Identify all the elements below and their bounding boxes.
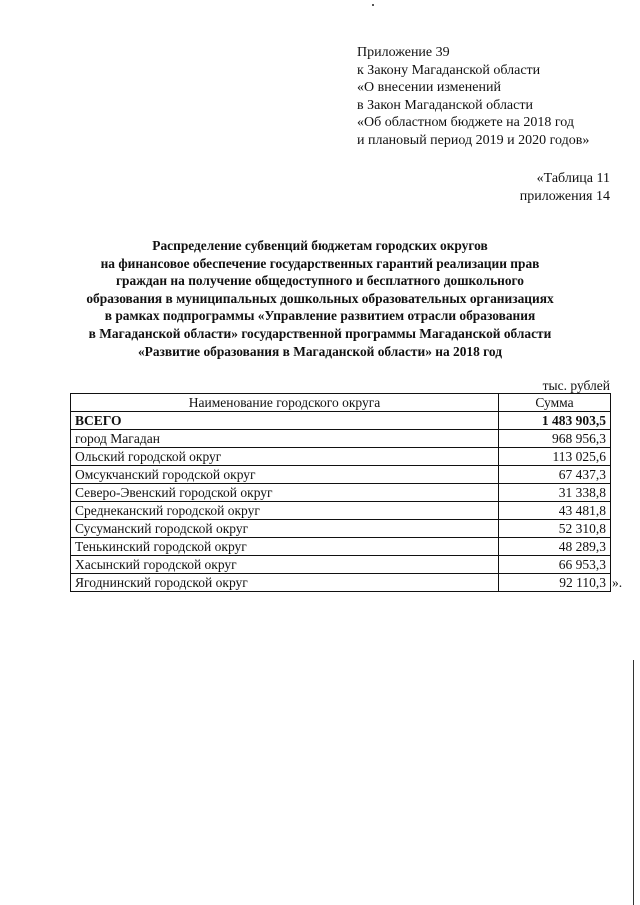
- district-name: Тенькинский городской округ: [71, 538, 499, 556]
- appendix-line: в Закон Магаданской области: [357, 97, 533, 113]
- scan-edge-line: [633, 660, 634, 905]
- title-line: Распределение субвенций бюджетам городских округов: [152, 238, 488, 253]
- table-row: [71, 484, 611, 502]
- district-sum: 113 025,6: [499, 448, 611, 466]
- table-row: [71, 520, 611, 538]
- district-name: Северо-Эвенский городской округ: [71, 484, 499, 502]
- district-name: Ягоднинский городской округ: [71, 574, 499, 592]
- table-ref-line2: приложения 14: [519, 189, 610, 204]
- units-label: тыс. рублей: [542, 378, 610, 393]
- title-line: образования в муниципальных дошкольных образовательных организациях: [86, 290, 554, 306]
- table-row: [71, 466, 611, 484]
- table-row: [71, 430, 611, 448]
- district-name: Хасынский городской округ: [71, 556, 499, 574]
- district-sum: 66 953,3: [499, 556, 611, 574]
- title-line: в рамках подпрограммы «Управление развитием отрасли образования: [104, 308, 536, 324]
- table-reference: [520, 170, 610, 206]
- district-name: Среднеканский городской округ: [71, 502, 499, 520]
- table-row: [71, 448, 611, 466]
- appendix-line: Приложение 39: [357, 45, 450, 60]
- title-line: в Магаданской области» государственной программы Магаданской области: [88, 325, 552, 341]
- table-row: [71, 502, 611, 520]
- appendix-line: «Об областном бюджете на 2018 год: [357, 115, 574, 130]
- closing-quote-mark: ».: [612, 575, 623, 590]
- district-sum: 968 956,3: [499, 430, 611, 448]
- subsidy-table: [70, 393, 611, 592]
- header-sum: Сумма: [499, 394, 611, 412]
- district-name: Ольский городской округ: [71, 448, 499, 466]
- table-total-row: [71, 412, 611, 430]
- district-name: город Магадан: [71, 430, 499, 448]
- district-sum: 67 437,3: [499, 466, 611, 484]
- table-row: [71, 538, 611, 556]
- table-ref-line1: «Таблица 11: [536, 171, 610, 186]
- district-sum: 31 338,8: [499, 484, 611, 502]
- table-header-row: [71, 394, 611, 412]
- district-sum: 43 481,8: [499, 502, 611, 520]
- title-line: на финансовое обеспечение государственных гарантий реализации прав: [100, 255, 540, 271]
- district-sum: 52 310,8: [499, 520, 611, 538]
- district-name: Сусуманский городской округ: [71, 520, 499, 538]
- total-label: ВСЕГО: [71, 412, 499, 430]
- document-title: [40, 237, 600, 360]
- table-row: [71, 556, 611, 574]
- title-line: граждан на получение общедоступного и бесплатного дошкольного: [115, 273, 525, 289]
- district-sum: 48 289,3: [499, 538, 611, 556]
- district-sum: 92 110,3: [499, 574, 611, 592]
- appendix-line: и плановый период 2019 и 2020 годов»: [357, 132, 590, 148]
- title-line: «Развитие образования в Магаданской области» на 2018 год: [137, 343, 502, 359]
- district-name: Омсукчанский городской округ: [71, 466, 499, 484]
- appendix-line: «О внесении изменений: [357, 80, 501, 95]
- total-sum: 1 483 903,5: [499, 412, 611, 430]
- scan-speck: [372, 4, 374, 6]
- appendix-header: [357, 44, 589, 149]
- table-row: [71, 574, 611, 592]
- appendix-line: к Закону Магаданской области: [357, 62, 541, 78]
- header-district-name: Наименование городского округа: [71, 394, 499, 412]
